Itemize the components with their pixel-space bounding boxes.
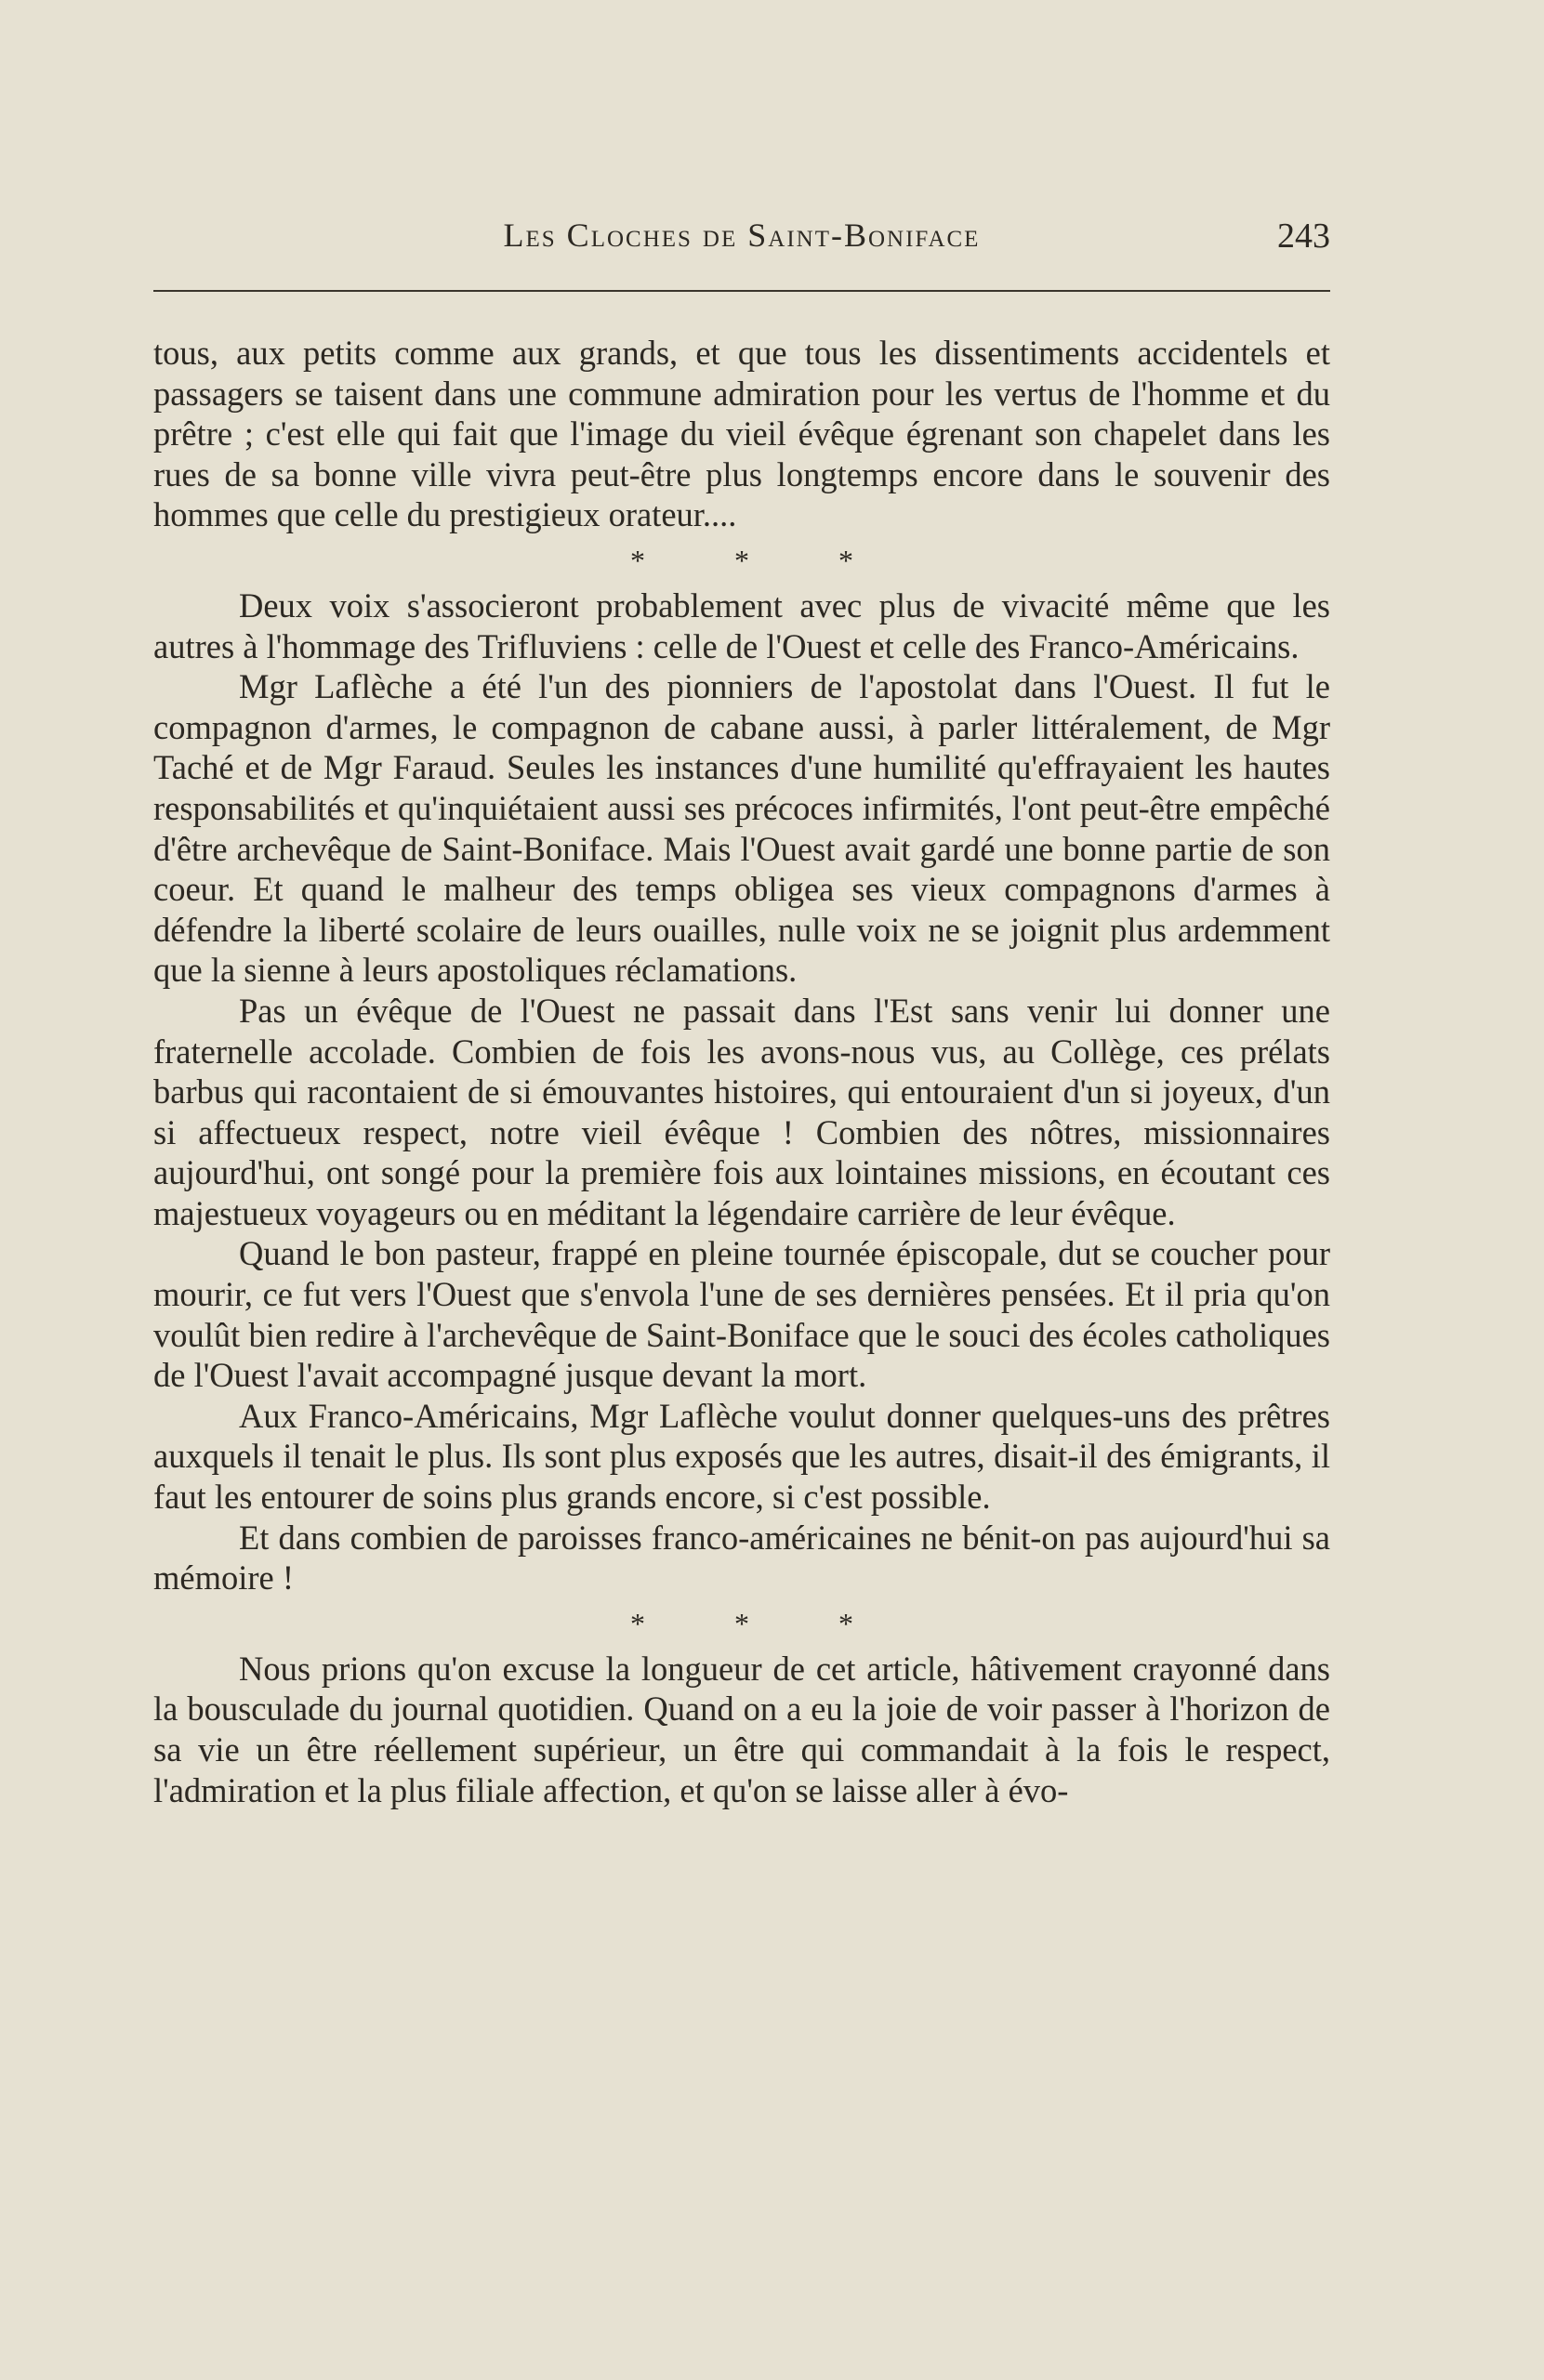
paragraph-continuation: tous, aux petits comme aux grands, et que tous les dissentiments accidentels et passagers se taisent dans une commune admiration pour les vertus de l'homme et du prêtre ; c'est elle qui fait que l'image du vieil évêque égrenant son chapelet dans les rues de sa bonne ville vivra peut-être plus longtemps encore dans le souvenir des hommes que celle du prestigieux orateur.... bbox=[153, 334, 1330, 534]
paragraph: Nous prions qu'on excuse la longueur de cet article, hâtivement crayonné dans la bousculade du journal quotidien. Quand on a eu la joie de voir passer à l'horizon de sa vie un être réellement supérieur, un être qui commandait à la fois le respect, l'admiration et la plus filiale affection, et qu'on se laisse aller à évo- bbox=[153, 1649, 1330, 1809]
paragraph: Pas un évêque de l'Ouest ne passait dans l'Est sans venir lui donner une fraternelle accolade. Combien de fois les avons-nous vus, au Collège, ces prélats barbus qui racontaient de si émouvantes histoires, qui entouraient d'un si joyeux, d'un si affectueux respect, notre vieil évêque ! Combien des nôtres, missionnaires aujourd'hui, ont songé pour la première fois aux lointaines missions, en écoutant ces majestueux voyageurs ou en méditant la légendaire carrière de leur évêque. bbox=[153, 991, 1330, 1232]
section-break: * * * bbox=[630, 1606, 894, 1640]
header-rule bbox=[153, 290, 1330, 292]
paragraph: Et dans combien de paroisses franco-américaines ne bénit-on pas aujourd'hui sa mémoire ! bbox=[153, 1518, 1330, 1598]
body-text bbox=[153, 333, 1330, 1810]
paragraph: Quand le bon pasteur, frappé en pleine tournée épiscopale, dut se coucher pour mourir, ce fut vers l'Ouest que s'envola l'une de ses dernières pensées. Et il pria qu'on voulût bien redire à l'archevêque de Saint-Boniface que le souci des écoles catholiques de l'Ouest l'avait accompagné jusque devant la mort. bbox=[153, 1234, 1330, 1395]
paragraph: Mgr Laflèche a été l'un des pionniers de l'apostolat dans l'Ouest. Il fut le compagnon d'armes, le compagnon de cabane aussi, à parler littéralement, de Mgr Taché et de Mgr Faraud. Seules les instances d'une humilité qu'effrayaient les hautes responsabilités et qu'inquiétaient aussi ses précoces infirmités, l'ont peut-être empêché d'être archevêque de Saint-Boniface. Mais l'Ouest avait gardé une bonne partie de son coeur. Et quand le malheur des temps obligea ses vieux compagnons d'armes à défendre la liberté scolaire de leurs ouailles, nulle voix ne se joignit plus ardemment que la sienne à leurs apostoliques réclamations. bbox=[153, 667, 1330, 990]
running-title: Les Cloches de Saint-Boniface bbox=[503, 217, 981, 254]
paragraph: Deux voix s'associeront probablement avec plus de vivacité même que les autres à l'hommage des Trifluviens : celle de l'Ouest et celle des Franco-Américains. bbox=[153, 585, 1330, 665]
paragraph: Aux Franco-Américains, Mgr Laflèche voulut donner quelques-uns des prêtres auxquels il tenait le plus. Ils sont plus exposés que les autres, disait-il des émigrants, il faut les entourer de soins plus grands encore, si c'est possible. bbox=[153, 1396, 1330, 1517]
section-break: * * * bbox=[630, 543, 894, 577]
page-number: 243 bbox=[1277, 217, 1330, 256]
running-head bbox=[153, 216, 1330, 271]
